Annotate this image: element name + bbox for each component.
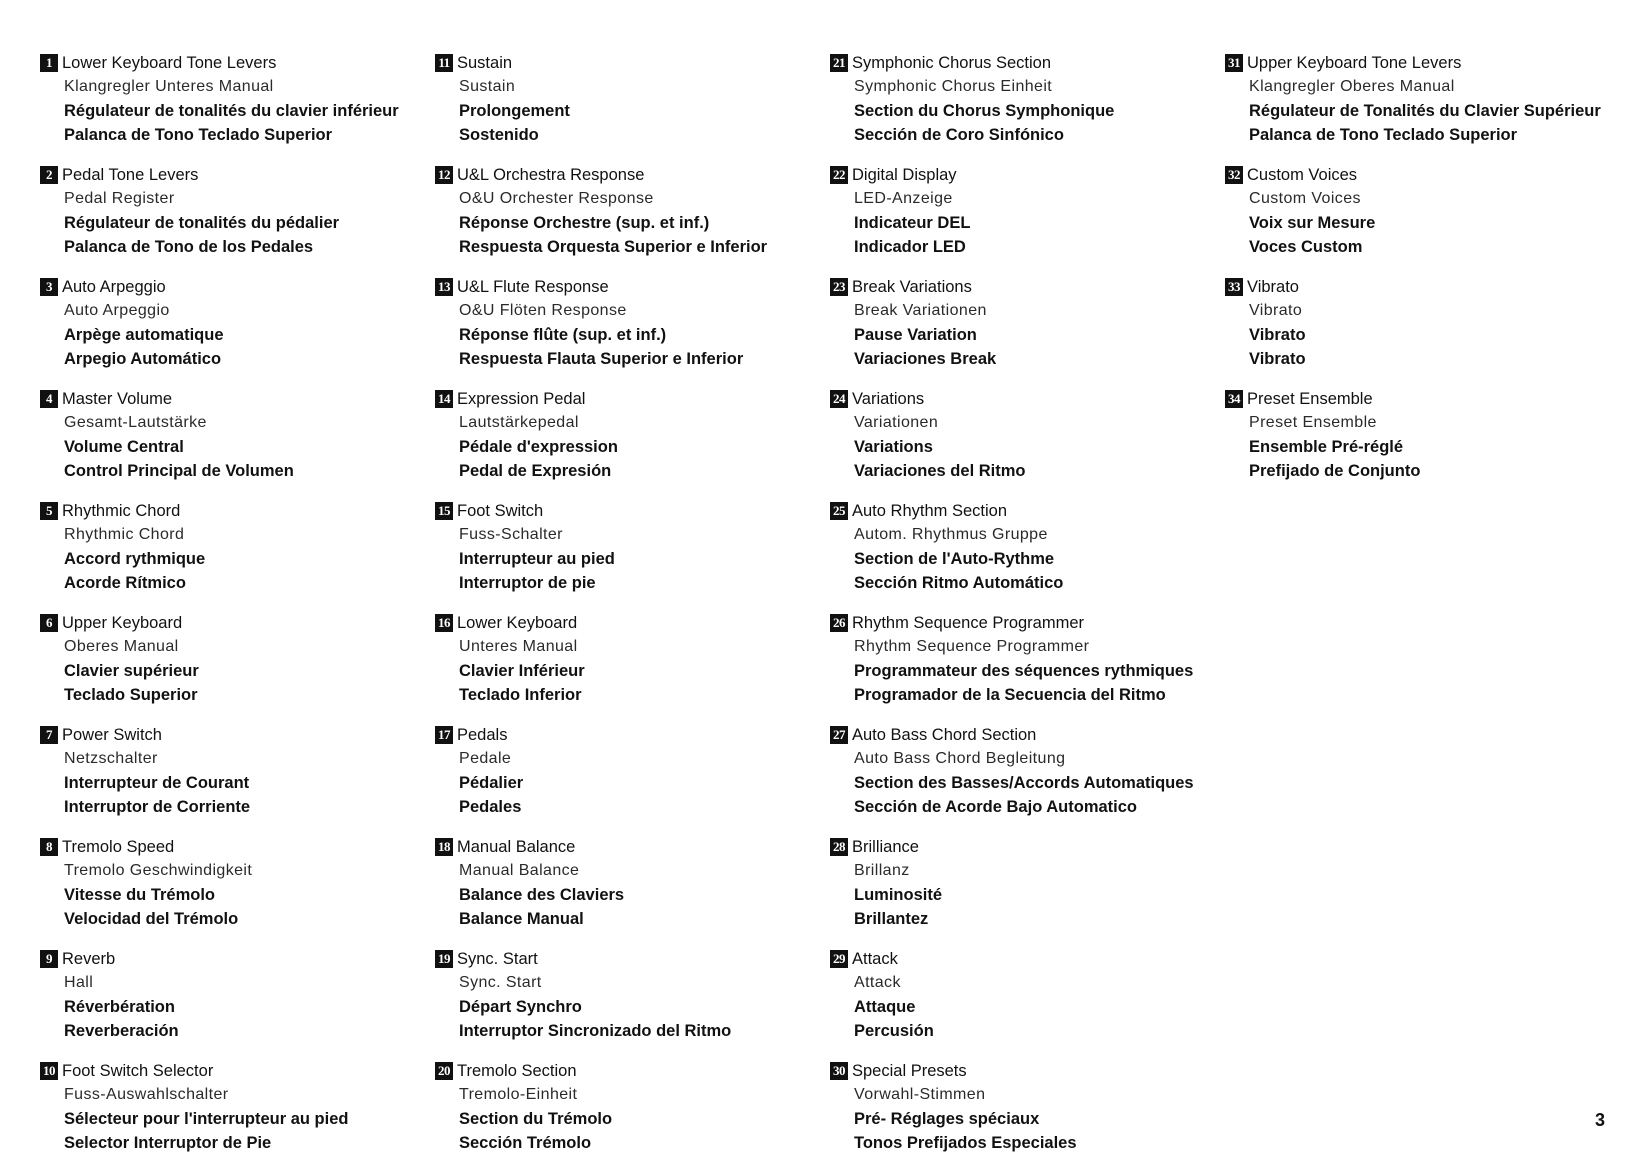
- entry-french: Vibrato: [1249, 325, 1306, 344]
- entry-title-english: Special Presets: [852, 1061, 967, 1080]
- entry-title-line: [40, 387, 399, 411]
- entry-title-english: Tremolo Section: [457, 1061, 577, 1080]
- entry-title-line: [435, 499, 767, 523]
- legend-entry: [435, 723, 767, 835]
- entry-french: Programmateur des séquences rythmiques: [854, 661, 1194, 680]
- entry-title-line: [830, 275, 1194, 299]
- legend-entry: [830, 947, 1194, 1059]
- item-number-badge: 4: [40, 390, 58, 408]
- entry-german: Auto Arpeggio: [64, 302, 170, 319]
- entry-french: Variations: [854, 437, 933, 456]
- item-number-badge: 15: [435, 502, 453, 520]
- entry-german: Autom. Rhythmus Gruppe: [854, 526, 1048, 543]
- entry-title-line: [435, 163, 767, 187]
- item-number-badge: 6: [40, 614, 58, 632]
- item-number-badge: 20: [435, 1062, 453, 1080]
- entry-spanish: Sección de Coro Sinfónico: [854, 125, 1064, 144]
- entry-french: Section du Trémolo: [459, 1109, 613, 1128]
- entry-title-line: [40, 1059, 399, 1083]
- entry-german: Rhythmic Chord: [64, 526, 185, 543]
- entry-title-english: Preset Ensemble: [1247, 389, 1373, 408]
- entry-title-line: [435, 723, 767, 747]
- entry-title-line: [435, 947, 767, 971]
- entry-title-english: Foot Switch Selector: [62, 1061, 214, 1080]
- entry-title-line: [830, 387, 1194, 411]
- item-number-badge: 24: [830, 390, 848, 408]
- entry-german: Manual Balance: [459, 862, 580, 879]
- entry-german: Lautstärkepedal: [459, 414, 579, 431]
- entry-title-line: [40, 947, 399, 971]
- entry-spanish: Sostenido: [459, 125, 539, 144]
- entry-title-english: Lower Keyboard: [457, 613, 578, 632]
- legend-entry: [830, 275, 1194, 387]
- entry-french: Section de l'Auto-Rythme: [854, 549, 1055, 568]
- entry-spanish: Teclado Inferior: [459, 685, 582, 704]
- entry-spanish: Control Principal de Volumen: [64, 461, 294, 480]
- item-number-badge: 33: [1225, 278, 1243, 296]
- item-number-badge: 3: [40, 278, 58, 296]
- item-number-badge: 26: [830, 614, 848, 632]
- entry-french: Accord rythmique: [64, 549, 206, 568]
- entry-title-english: Lower Keyboard Tone Levers: [62, 53, 277, 72]
- legend-entry: [830, 1059, 1194, 1171]
- item-number-badge: 10: [40, 1062, 58, 1080]
- entry-title-line: [435, 835, 767, 859]
- legend-entry: [435, 1059, 767, 1171]
- entry-title-english: Variations: [852, 389, 925, 408]
- entry-title-line: [1225, 163, 1601, 187]
- item-number-badge: 22: [830, 166, 848, 184]
- entry-spanish: Pedal de Expresión: [459, 461, 612, 480]
- legend-entry: [830, 499, 1194, 611]
- item-number-badge: 9: [40, 950, 58, 968]
- entry-german: Sync. Start: [459, 974, 542, 991]
- entry-german: Fuss-Auswahlschalter: [64, 1086, 229, 1103]
- entry-title-english: Sync. Start: [457, 949, 538, 968]
- column-2: [435, 51, 767, 1171]
- item-number-badge: 19: [435, 950, 453, 968]
- entry-german: O&U Flöten Response: [459, 302, 627, 319]
- entry-title-english: Vibrato: [1247, 277, 1299, 296]
- entry-spanish: Interruptor de pie: [459, 573, 596, 592]
- entry-spanish: Sección de Acorde Bajo Automatico: [854, 797, 1137, 816]
- entry-german: Netzschalter: [64, 750, 158, 767]
- column-4: [1225, 51, 1601, 499]
- entry-title-line: [435, 1059, 767, 1083]
- legend-entry: [1225, 275, 1601, 387]
- entry-spanish: Programador de la Secuencia del Ritmo: [854, 685, 1166, 704]
- legend-entry: [435, 163, 767, 275]
- legend-entry: [435, 51, 767, 163]
- entry-spanish: Brillantez: [854, 909, 929, 928]
- entry-spanish: Tonos Prefijados Especiales: [854, 1133, 1077, 1152]
- item-number-badge: 2: [40, 166, 58, 184]
- entry-french: Départ Synchro: [459, 997, 582, 1016]
- entry-german: Fuss-Schalter: [459, 526, 563, 543]
- entry-title-line: [830, 499, 1194, 523]
- item-number-badge: 28: [830, 838, 848, 856]
- legend-entry: [830, 163, 1194, 275]
- entry-spanish: Voces Custom: [1249, 237, 1363, 256]
- entry-title-english: U&L Orchestra Response: [457, 165, 645, 184]
- entry-title-line: [830, 947, 1194, 971]
- entry-french: Ensemble Pré-réglé: [1249, 437, 1404, 456]
- column-3: [830, 51, 1194, 1171]
- legend-entry: [40, 163, 399, 275]
- legend-entry: [40, 387, 399, 499]
- entry-spanish: Reverberación: [64, 1021, 179, 1040]
- item-number-badge: 30: [830, 1062, 848, 1080]
- legend-entry: [40, 51, 399, 163]
- entry-german: Tremolo-Einheit: [459, 1086, 578, 1103]
- entry-title-english: Rhythm Sequence Programmer: [852, 613, 1085, 632]
- entry-title-english: Auto Rhythm Section: [852, 501, 1007, 520]
- entry-german: Klangregler Oberes Manual: [1249, 78, 1455, 95]
- entry-german: Tremolo Geschwindigkeit: [64, 862, 253, 879]
- entry-title-english: Upper Keyboard Tone Levers: [1247, 53, 1462, 72]
- entry-german: Vibrato: [1249, 302, 1303, 319]
- item-number-badge: 5: [40, 502, 58, 520]
- entry-german: Pedal Register: [64, 190, 175, 207]
- entry-french: Attaque: [854, 997, 916, 1016]
- entry-title-english: U&L Flute Response: [457, 277, 609, 296]
- legend-entry: [40, 499, 399, 611]
- entry-french: Pédalier: [459, 773, 524, 792]
- legend-entry: [435, 947, 767, 1059]
- entry-german: Sustain: [459, 78, 516, 95]
- item-number-badge: 14: [435, 390, 453, 408]
- entry-title-english: Auto Bass Chord Section: [852, 725, 1037, 744]
- legend-entry: [40, 611, 399, 723]
- entry-title-line: [1225, 275, 1601, 299]
- entry-title-english: Manual Balance: [457, 837, 576, 856]
- entry-title-english: Rhythmic Chord: [62, 501, 181, 520]
- entry-title-english: Pedals: [457, 725, 508, 744]
- entry-french: Section du Chorus Symphonique: [854, 101, 1115, 120]
- entry-german: O&U Orchester Response: [459, 190, 654, 207]
- entry-title-line: [830, 611, 1194, 635]
- entry-spanish: Vibrato: [1249, 349, 1306, 368]
- entry-spanish: Prefijado de Conjunto: [1249, 461, 1421, 480]
- entry-german: Unteres Manual: [459, 638, 578, 655]
- entry-french: Pause Variation: [854, 325, 977, 344]
- column-1: [40, 51, 399, 1171]
- entry-title-english: Master Volume: [62, 389, 173, 408]
- entry-spanish: Teclado Superior: [64, 685, 198, 704]
- entry-german: Custom Voices: [1249, 190, 1361, 207]
- entry-german: Rhythm Sequence Programmer: [854, 638, 1090, 655]
- entry-french: Interrupteur au pied: [459, 549, 615, 568]
- entry-german: Attack: [854, 974, 901, 991]
- item-number-badge: 12: [435, 166, 453, 184]
- item-number-badge: 1: [40, 54, 58, 72]
- legend-entry: [435, 611, 767, 723]
- entry-french: Clavier supérieur: [64, 661, 199, 680]
- legend-entry: [40, 835, 399, 947]
- entry-spanish: Palanca de Tono Teclado Superior: [64, 125, 333, 144]
- entry-title-line: [40, 275, 399, 299]
- legend-entry: [435, 499, 767, 611]
- entry-title-english: Upper Keyboard: [62, 613, 183, 632]
- entry-title-line: [40, 835, 399, 859]
- item-number-badge: 31: [1225, 54, 1243, 72]
- entry-title-line: [435, 387, 767, 411]
- entry-spanish: Respuesta Flauta Superior e Inferior: [459, 349, 744, 368]
- entry-french: Vitesse du Trémolo: [64, 885, 215, 904]
- legend-entry: [830, 611, 1194, 723]
- entry-german: Symphonic Chorus Einheit: [854, 78, 1053, 95]
- entry-german: Hall: [64, 974, 94, 991]
- entry-title-line: [830, 51, 1194, 75]
- entry-spanish: Variaciones Break: [854, 349, 997, 368]
- entry-spanish: Indicador LED: [854, 237, 966, 256]
- entry-title-english: Break Variations: [852, 277, 972, 296]
- item-number-badge: 27: [830, 726, 848, 744]
- entry-french: Prolongement: [459, 101, 570, 120]
- legend-entry: [1225, 163, 1601, 275]
- item-number-badge: 23: [830, 278, 848, 296]
- entry-french: Régulateur de tonalités du clavier inférieur: [64, 101, 399, 120]
- entry-german: Break Variationen: [854, 302, 987, 319]
- entry-title-english: Sustain: [457, 53, 513, 72]
- legend-entry: [1225, 387, 1601, 499]
- entry-spanish: Interruptor Sincronizado del Ritmo: [459, 1021, 732, 1040]
- entry-french: Sélecteur pour l'interrupteur au pied: [64, 1109, 349, 1128]
- item-number-badge: 16: [435, 614, 453, 632]
- page-number: 3: [1594, 1110, 1605, 1130]
- entry-german: Brillanz: [854, 862, 910, 879]
- entry-french: Interrupteur de Courant: [64, 773, 250, 792]
- entry-spanish: Balance Manual: [459, 909, 584, 928]
- entry-spanish: Respuesta Orquesta Superior e Inferior: [459, 237, 768, 256]
- entry-german: Auto Bass Chord Begleitung: [854, 750, 1066, 767]
- entry-spanish: Pedales: [459, 797, 522, 816]
- entry-spanish: Percusión: [854, 1021, 934, 1040]
- entry-title-line: [40, 723, 399, 747]
- entry-german: Variationen: [854, 414, 939, 431]
- legend-entry: [435, 275, 767, 387]
- legend-entry: [435, 387, 767, 499]
- entry-german: Oberes Manual: [64, 638, 179, 655]
- entry-german: Klangregler Unteres Manual: [64, 78, 274, 95]
- entry-german: Pedale: [459, 750, 512, 767]
- entry-title-english: Brilliance: [852, 837, 919, 856]
- item-number-badge: 32: [1225, 166, 1243, 184]
- legend-entry: [435, 835, 767, 947]
- entry-spanish: Selector Interruptor de Pie: [64, 1133, 272, 1152]
- legend-entry: [40, 275, 399, 387]
- entry-title-english: Symphonic Chorus Section: [852, 53, 1052, 72]
- entry-title-line: [435, 611, 767, 635]
- legend-entry: [40, 947, 399, 1059]
- entry-title-line: [1225, 51, 1601, 75]
- entry-french: Réponse flûte (sup. et inf.): [459, 325, 667, 344]
- entry-title-line: [830, 163, 1194, 187]
- item-number-badge: 25: [830, 502, 848, 520]
- entry-title-line: [1225, 387, 1601, 411]
- entry-title-line: [40, 499, 399, 523]
- entry-french: Régulateur de tonalités du pédalier: [64, 213, 340, 232]
- entry-german: Gesamt-Lautstärke: [64, 414, 207, 431]
- entry-spanish: Palanca de Tono Teclado Superior: [1249, 125, 1518, 144]
- entry-title-line: [830, 835, 1194, 859]
- entry-spanish: Interruptor de Corriente: [64, 797, 251, 816]
- entry-french: Réverbération: [64, 997, 175, 1016]
- entry-title-english: Auto Arpeggio: [62, 277, 166, 296]
- entry-french: Pré- Réglages spéciaux: [854, 1109, 1040, 1128]
- entry-title-english: Power Switch: [62, 725, 162, 744]
- legend-entry: [1225, 51, 1601, 163]
- entry-french: Volume Central: [64, 437, 184, 456]
- entry-spanish: Variaciones del Ritmo: [854, 461, 1026, 480]
- entry-title-line: [435, 51, 767, 75]
- item-number-badge: 18: [435, 838, 453, 856]
- entry-title-line: [40, 51, 399, 75]
- entry-german: LED-Anzeige: [854, 190, 953, 207]
- entry-french: Voix sur Mesure: [1249, 213, 1376, 232]
- entry-title-english: Foot Switch: [457, 501, 544, 520]
- entry-title-english: Tremolo Speed: [62, 837, 175, 856]
- legend-entry: [830, 835, 1194, 947]
- entry-spanish: Sección Ritmo Automático: [854, 573, 1064, 592]
- entry-french: Arpège automatique: [64, 325, 224, 344]
- entry-german: Preset Ensemble: [1249, 414, 1377, 431]
- entry-title-english: Reverb: [62, 949, 116, 968]
- legend-entry: [830, 51, 1194, 163]
- item-number-badge: 11: [435, 54, 453, 72]
- entry-title-english: Custom Voices: [1247, 165, 1358, 184]
- entry-title-line: [830, 1059, 1194, 1083]
- item-number-badge: 17: [435, 726, 453, 744]
- legend-entry: [830, 723, 1194, 835]
- legend-entry: [830, 387, 1194, 499]
- entry-french: Indicateur DEL: [854, 213, 971, 232]
- entry-french: Balance des Claviers: [459, 885, 625, 904]
- entry-french: Régulateur de Tonalités du Clavier Supérieur: [1249, 101, 1601, 120]
- entry-spanish: Acorde Rítmico: [64, 573, 186, 592]
- entry-spanish: Sección Trémolo: [459, 1133, 592, 1152]
- entry-german: Vorwahl-Stimmen: [854, 1086, 986, 1103]
- legend-entry: [40, 723, 399, 835]
- item-number-badge: 13: [435, 278, 453, 296]
- entry-title-line: [830, 723, 1194, 747]
- entry-spanish: Velocidad del Trémolo: [64, 909, 239, 928]
- entry-french: Luminosité: [854, 885, 943, 904]
- legend-entry: [40, 1059, 399, 1171]
- entry-title-english: Pedal Tone Levers: [62, 165, 199, 184]
- entry-french: Section des Basses/Accords Automatiques: [854, 773, 1194, 792]
- item-number-badge: 7: [40, 726, 58, 744]
- entry-french: Clavier Inférieur: [459, 661, 585, 680]
- entry-title-english: Digital Display: [852, 165, 957, 184]
- entry-title-english: Attack: [852, 949, 898, 968]
- item-number-badge: 8: [40, 838, 58, 856]
- entry-title-line: [435, 275, 767, 299]
- item-number-badge: 34: [1225, 390, 1243, 408]
- entry-spanish: Palanca de Tono de los Pedales: [64, 237, 314, 256]
- entry-title-line: [40, 163, 399, 187]
- entry-spanish: Arpegio Automático: [64, 349, 222, 368]
- item-number-badge: 29: [830, 950, 848, 968]
- entry-title-english: Expression Pedal: [457, 389, 586, 408]
- entry-french: Pédale d'expression: [459, 437, 618, 456]
- entry-title-line: [40, 611, 399, 635]
- entry-french: Réponse Orchestre (sup. et inf.): [459, 213, 710, 232]
- item-number-badge: 21: [830, 54, 848, 72]
